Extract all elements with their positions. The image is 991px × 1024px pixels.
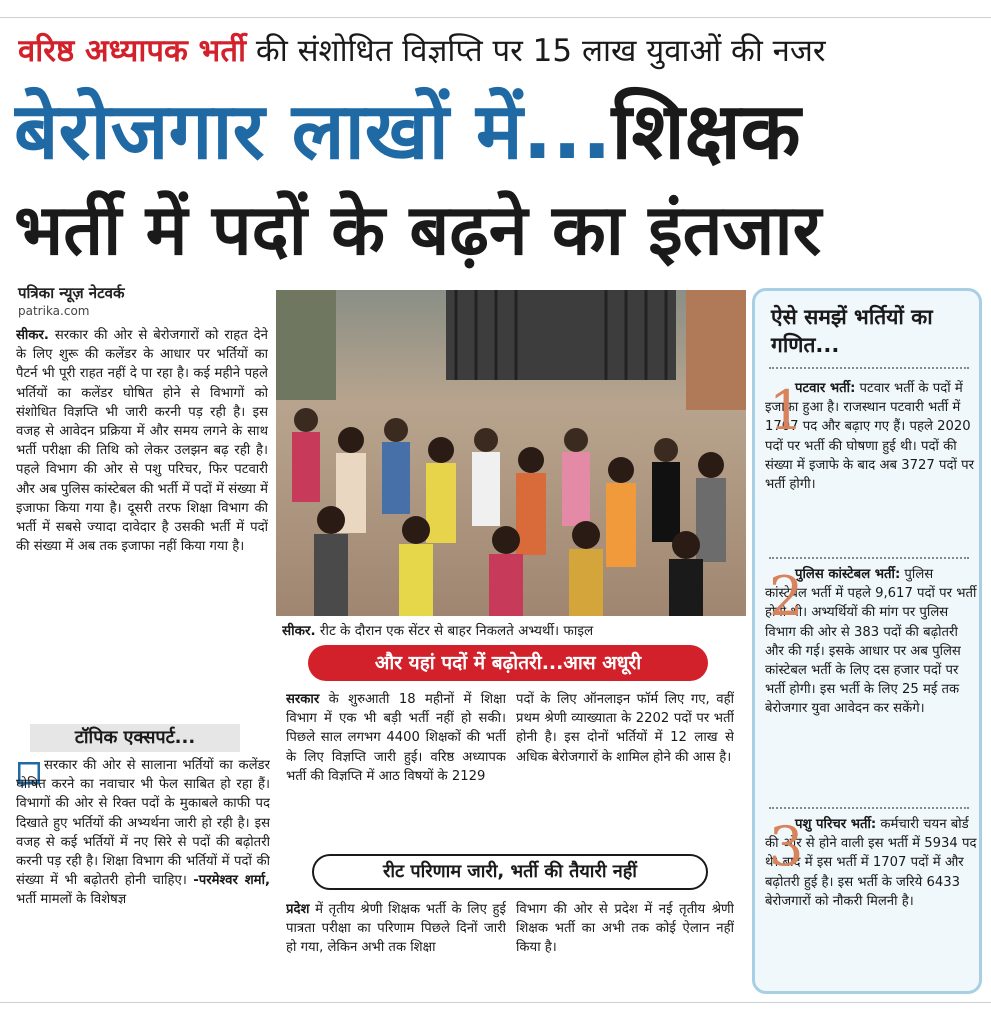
divider bbox=[769, 807, 969, 809]
item-text: पुलिस कांस्टेबल भर्ती में पहले 9,617 पदों पर भर्ती होनी थी। अभ्यर्थियों की मांग पर पुलिस विभाग की ओर से 383 पदों की बढ़ोतरी और की गई। इसके आधार पर अब पुलिस कांस्टेबल भर्ती के लिए दस हजार पदों पर भर्ती होगी। इस भर्ती के लिए 25 मई तक बेरोजगार युवा आवेदन कर सकेंगे। bbox=[765, 567, 977, 717]
kicker-highlight: वरिष्ठ अध्यापक भर्ती bbox=[18, 33, 247, 69]
item-number: 2 bbox=[769, 565, 804, 628]
expert-role: भर्ती मामलों के विशेषज्ञ bbox=[16, 892, 127, 908]
sidebar-title: ऐसे समझें भर्तियों का गणित... bbox=[771, 305, 933, 357]
topic-expert-label: टॉपिक एक्सपर्ट... bbox=[30, 724, 240, 752]
lead-article bbox=[16, 326, 268, 716]
top-rule bbox=[0, 0, 991, 18]
item-number: 1 bbox=[769, 379, 804, 442]
divider bbox=[769, 557, 969, 559]
item-text: कर्मचारी चयन बोर्ड की ओर से होने वाली इस भर्ती में 5934 पद थे। बाद में इस भर्ती में 1707 पदों में और बढ़ोतरी हुई है। इस भर्ती के जरिये 6433 बेरोजगारों को नौकरी मिलनी है। bbox=[765, 817, 977, 909]
item-heading: पुलिस कांस्टेबल भर्ती: bbox=[795, 567, 901, 582]
divider bbox=[769, 367, 969, 369]
byline-url: patrika.com bbox=[18, 304, 90, 318]
headline-blue: बेरोजगार लाखों में... bbox=[14, 87, 612, 177]
item-number: 3 bbox=[769, 815, 804, 878]
byline: पत्रिका न्यूज़ नेटवर्क bbox=[18, 284, 125, 302]
bottom-rule bbox=[0, 1002, 991, 1024]
kicker bbox=[18, 28, 978, 74]
sidebar-box bbox=[752, 288, 982, 994]
item-heading: पटवार भर्ती: bbox=[795, 381, 856, 396]
sidebar-item-patwar bbox=[765, 379, 977, 555]
section1-lead-word: सरकार bbox=[286, 692, 320, 707]
sidebar-item-pashu bbox=[765, 815, 977, 985]
crowd-photo-image bbox=[276, 290, 746, 616]
section2-lead-word: प्रदेश bbox=[286, 902, 310, 917]
section1-right-column: पदों के लिए ऑनलाइन फॉर्म लिए गए, वहीं प्रथम श्रेणी व्याख्याता के 2202 पदों पर भर्ती होनी है। इस दोनों भर्तियों में 12 लाख से अधिक बेरोजगारों के शामिल होने की आस है। bbox=[516, 692, 734, 765]
item-heading: पशु परिचर भर्ती: bbox=[795, 817, 877, 832]
expert-text: सरकार की ओर से सालाना भर्तियों का कलेंडर घोषित करने का नवाचार भी फेल साबित हो रहा हैं। विभागों की ओर से रिक्त पदों के मुकाबले काफी पद दिखाते हुए भर्तियों की अभ्यर्थना जारी हो रही है। इस वजह से कई भर्तियों में नए सिरे से पदों की बढ़ोतरी करनी पड़ रही है। शिक्षा विभाग की भर्तियों में पदों की संख्या में भी बढ़ोतरी होनी चाहिए। bbox=[16, 758, 270, 889]
dateline: सीकर. bbox=[16, 328, 49, 343]
section2-left-column bbox=[286, 900, 506, 996]
section2-left-text: में तृतीय श्रेणी शिक्षक भर्ती के लिए हुई पात्रता परीक्षा का परिणाम पिछले दिनों जारी हो गया, लेकिन अभी तक शिक्षा bbox=[286, 902, 506, 956]
section2-right-column: विभाग की ओर से प्रदेश में नई तृतीय श्रेणी शिक्षक भर्ती का अभी तक कोई ऐलान नहीं किया है। bbox=[516, 902, 734, 956]
section1-left-column bbox=[286, 690, 506, 850]
caption-text: रीट के दौरान एक सेंटर से बाहर निकलते अभ्यर्थी। फाइल bbox=[315, 623, 594, 639]
headline-line-2: भर्ती में पदों के बढ़ने का इंतजार bbox=[14, 189, 822, 271]
section2-banner: रीट परिणाम जारी, भर्ती की तैयारी नहीं bbox=[312, 854, 708, 890]
expert-quote bbox=[16, 756, 270, 988]
crowd-photo bbox=[276, 290, 746, 616]
kicker-text: की संशोधित विज्ञप्ति पर 15 लाख युवाओं की नजर bbox=[246, 33, 826, 69]
section1-banner: और यहां पदों में बढ़ोतरी...आस अधूरी bbox=[308, 645, 708, 681]
headline-line-1 bbox=[14, 82, 984, 182]
photo-caption bbox=[282, 620, 744, 642]
expert-signature: -परमेश्वर शर्मा, bbox=[193, 873, 270, 889]
lead-text: सरकार की ओर से बेरोजगारों को राहत देने के लिए शुरू की कलेंडर के आधार पर भर्तियों का पैटर्न भी पूरी राहत नहीं दे पा रहा है। कई महीने पहले भर्तियों का कलेंडर घोषित होने से विभागों को संशोधित विज्ञप्ति भी जारी करनी पड़ रही है। इस वजह से आवेदन प्रक्रिया में और समय लगने के साथ भर्ती परीक्षा की तिथि को लेकर उलझन बढ़ रही है। पहले विभाग की ओर से पशु परिचर, फिर पटवारी और अब पुलिस कांस्टेबल की भर्ती में पदों में संख्या में इजाफा किया गया है। दूसरी तरफ शिक्षा विभाग की भर्ती में सबसे ज्यादा दावेदार है उसकी भर्ती में पदों की संख्या में अब तक इजाफा नहीं किया गया है। bbox=[16, 328, 268, 555]
headline-dark: शिक्षक bbox=[611, 87, 801, 177]
item-text: पटवार भर्ती के पदों में इजाफा हुआ है। राजस्थान पटवारी भर्ती में 1707 पद और बढ़ाए गए हैं। पहले 2020 पदों पर भर्ती की घोषणा हुई थी। पदों की संख्या में इजाफे के बाद अब 3727 पदों पर भर्ती होगी। bbox=[765, 381, 974, 493]
caption-place: सीकर. bbox=[282, 623, 316, 639]
sidebar-item-police bbox=[765, 565, 977, 801]
section1-left-text: के शुरुआती 18 महीनों में शिक्षा विभाग में एक भी बड़ी भर्ती नहीं हो सकी। पिछले साल लगभग 4400 शिक्षकों की भर्ती के लिए विज्ञप्ति जारी हुई। वरिष्ठ अध्यापक भर्ती की विज्ञप्ति में आठ विषयों के 2129 bbox=[286, 692, 506, 784]
